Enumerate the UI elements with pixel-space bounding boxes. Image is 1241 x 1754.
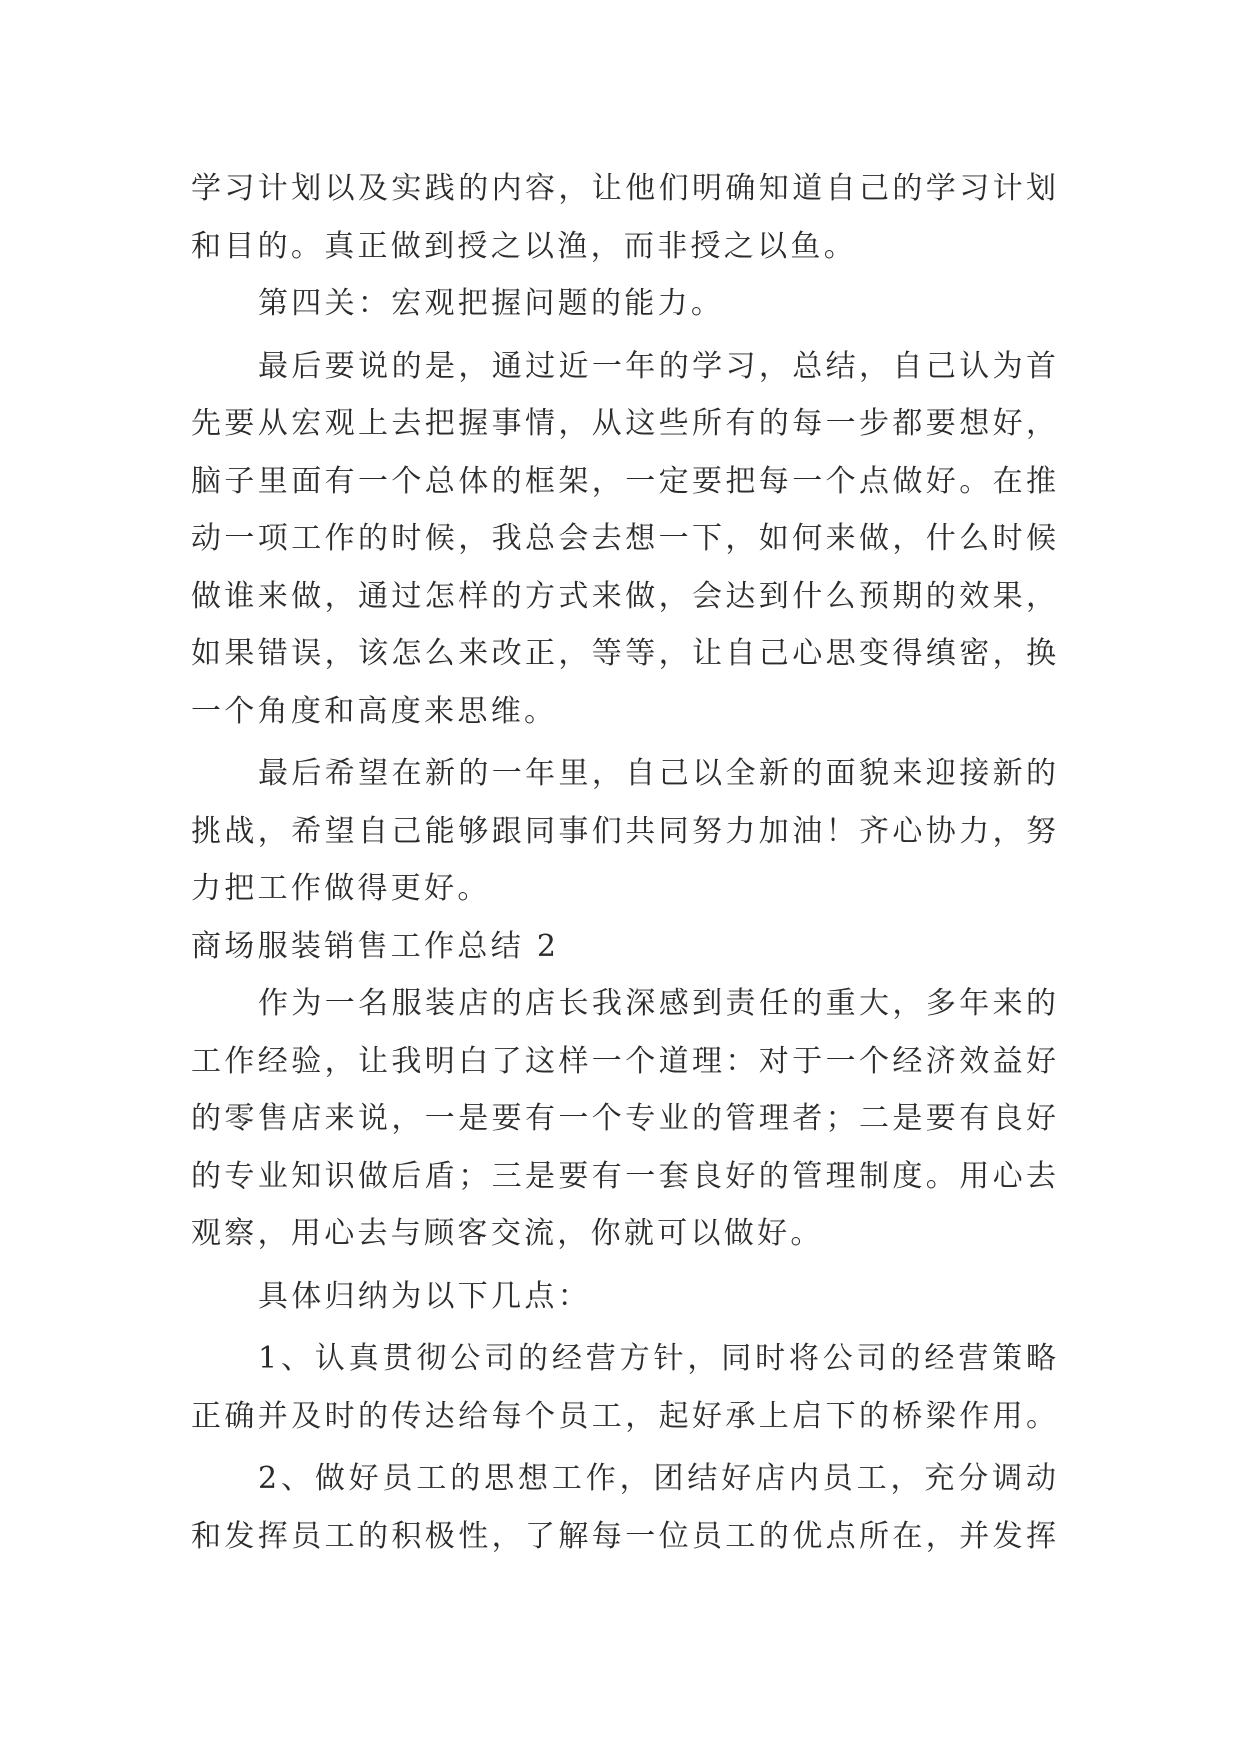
text-line: 先要从宏观上去把握事情，从这些所有的每一步都要想好， — [191, 406, 1059, 441]
paragraph — [191, 1268, 1059, 1326]
text-line: 最后希望在新的一年里，自己以全新的面貌来迎接新的 — [258, 756, 1059, 791]
document-body — [191, 160, 1059, 1565]
text-line: 最后要说的是，通过近一年的学习，总结，自己认为首 — [258, 348, 1059, 384]
text-line: 动一项工作的时候，我总会去想一下，如何来做，什么时候 — [191, 521, 1059, 556]
text-line: 脑子里面有一个总体的框架，一定要把每一个点做好。在推 — [191, 463, 1059, 499]
text-line: 观察，用心去与顾客交流，你就可以做好。 — [191, 1216, 824, 1251]
text-line: 2、做好员工的思想工作，团结好店内员工，充分调动 — [258, 1461, 1059, 1496]
text-line: 和目的。真正做到授之以渔，而非授之以鱼。 — [191, 228, 857, 264]
list-item — [191, 1450, 1059, 1565]
text-line: 作为一名服装店的店长我深感到责任的重大，多年来的 — [258, 986, 1059, 1021]
text-line: 的零售店来说，一是要有一个专业的管理者；二是要有良好 — [191, 1101, 1059, 1136]
list-item — [191, 1330, 1059, 1445]
paragraph — [191, 160, 1059, 275]
text-line: 挑战，希望自己能够跟同事们共同努力加油！齐心协力，努 — [191, 813, 1059, 849]
text-line: 1、认真贯彻公司的经营方针，同时将公司的经营策略 — [258, 1341, 1059, 1376]
text-line: 和发挥员工的积极性，了解每一位员工的优点所在，并发挥 — [191, 1518, 1059, 1554]
text-line: 如果错误，该怎么来改正，等等，让自己心思变得缜密，换 — [191, 636, 1059, 671]
text-line: 做谁来做，通过怎样的方式来做，会达到什么预期的效果， — [191, 578, 1059, 614]
text-line: 的专业知识做后盾；三是要有一套良好的管理制度。用心去 — [191, 1158, 1059, 1194]
text-line: 具体归纳为以下几点： — [258, 1278, 591, 1314]
text-line: 学习计划以及实践的内容，让他们明确知道自己的学习计划 — [191, 171, 1059, 206]
paragraph — [191, 275, 1059, 333]
section-heading: 商场服装销售工作总结 2 — [191, 928, 560, 964]
text-line: 一个角度和高度来思维。 — [191, 693, 558, 729]
text-line: 工作经验，让我明白了这样一个道理：对于一个经济效益好 — [191, 1043, 1059, 1079]
text-line: 正确并及时的传达给每个员工，起好承上启下的桥梁作用。 — [191, 1398, 1059, 1434]
text-line: 第四关：宏观把握问题的能力。 — [258, 286, 725, 321]
paragraph — [191, 975, 1059, 1263]
paragraph — [191, 745, 1059, 918]
text-line: 力把工作做得更好。 — [191, 871, 491, 906]
paragraph — [191, 338, 1059, 741]
